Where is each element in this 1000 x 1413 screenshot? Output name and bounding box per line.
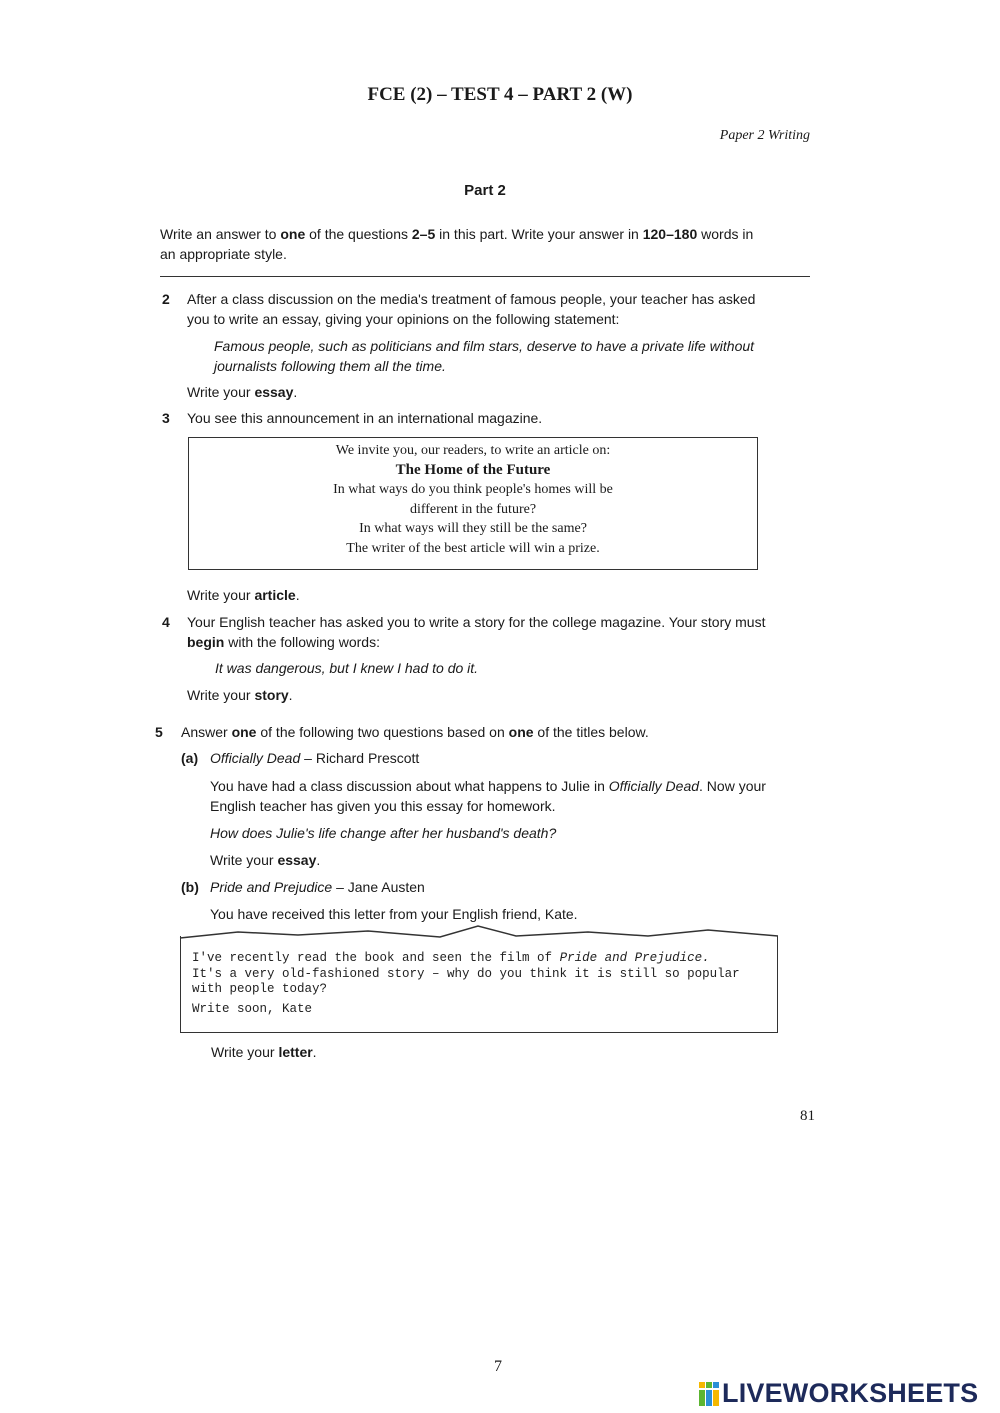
q5-emphasis: one xyxy=(231,724,257,740)
q4-opening-words: It was dangerous, but I knew I had to do it. xyxy=(215,660,479,676)
divider xyxy=(160,276,810,277)
page-title: FCE (2) – TEST 4 – PART 2 (W) xyxy=(367,84,633,105)
question-number-3: 3 xyxy=(162,410,170,426)
task-suffix: . xyxy=(316,852,321,868)
announcement-line: In what ways will they still be the same? xyxy=(359,521,587,536)
letter-line-2: It's a very old-fashioned story – why do you think it is still so popular xyxy=(192,966,740,981)
letter-line-1 xyxy=(192,951,772,967)
intro-text: Write an answer to xyxy=(160,226,281,242)
q5-emphasis: one xyxy=(508,724,534,740)
announcement-line: In what ways do you think people's homes will be xyxy=(333,482,613,497)
q3-task xyxy=(187,585,300,605)
intro-text: in this part. Write your answer in xyxy=(435,226,643,242)
q5-intro xyxy=(181,722,649,742)
letter-line-3: with people today? xyxy=(192,982,328,996)
task-type: letter xyxy=(278,1044,313,1060)
q3-line-1: You see this announcement in an international magazine. xyxy=(187,410,543,426)
question-number-5: 5 xyxy=(155,724,163,740)
intro-question-range: 2–5 xyxy=(411,226,436,242)
instructions-line-1 xyxy=(160,224,753,244)
instructions-line-2: an appropriate style. xyxy=(160,246,287,262)
task-prefix: Write your xyxy=(187,384,255,400)
intro-text: words in xyxy=(697,226,754,242)
q2-line-2: you to write an essay, giving your opinions on the following statement: xyxy=(187,311,620,327)
q2-task xyxy=(187,382,297,402)
q5a-line-1 xyxy=(210,776,766,796)
liveworksheets-logo-icon xyxy=(698,1380,720,1408)
announcement-line: different in the future? xyxy=(409,501,537,517)
q5a-title xyxy=(210,748,419,768)
book-page-number: 81 xyxy=(800,1108,815,1124)
q4-text: with the following words: xyxy=(224,634,380,650)
announcement-heading: The Home of the Future xyxy=(395,461,551,478)
q5a-label: (a) xyxy=(181,750,199,766)
intro-text: of the questions xyxy=(305,226,412,242)
q5a-text: You have had a class discussion about what happens to Julie in xyxy=(210,778,609,794)
q5b-label: (b) xyxy=(181,879,199,895)
q5b-title xyxy=(210,877,425,897)
task-prefix: Write your xyxy=(187,587,255,603)
announcement-text xyxy=(188,441,758,558)
task-suffix: . xyxy=(293,384,298,400)
q4-emphasis: begin xyxy=(187,634,225,650)
book-title: Pride and Prejudice xyxy=(210,879,333,895)
task-prefix: Write your xyxy=(211,1044,279,1060)
task-type: article xyxy=(254,587,296,603)
task-prefix: Write your xyxy=(210,852,278,868)
announcement-line: We invite you, our readers, to write an article on: xyxy=(335,443,611,458)
q2-line-1: After a class discussion on the media's treatment of famous people, your teacher has asked xyxy=(187,291,756,307)
liveworksheets-brand[interactable]: LIVEWORKSHEETS xyxy=(722,1378,979,1408)
task-prefix: Write your xyxy=(187,687,255,703)
letter-signature: Write soon, Kate xyxy=(192,1002,313,1016)
task-type: story xyxy=(254,687,289,703)
book-title: Officially Dead xyxy=(210,750,301,766)
q5a-text: . Now your xyxy=(699,778,766,794)
q5-text: of the following two questions based on xyxy=(256,724,509,740)
q5b-line-1: You have received this letter from your English friend, Kate. xyxy=(210,906,578,922)
q5b-task xyxy=(211,1042,317,1062)
book-title: Officially Dead xyxy=(608,778,700,794)
letter-text xyxy=(192,951,772,998)
task-type: essay xyxy=(254,384,294,400)
letter-text-part: I've recently read the book and seen the film of xyxy=(192,951,560,965)
part-heading: Part 2 xyxy=(464,182,506,199)
task-suffix: . xyxy=(295,587,300,603)
q5a-essay-question: How does Julie's life change after her husband's death? xyxy=(210,825,557,841)
paper-label: Paper 2 Writing xyxy=(719,128,810,143)
book-author: – Richard Prescott xyxy=(300,750,420,766)
task-type: essay xyxy=(277,852,317,868)
intro-emphasis: one xyxy=(280,226,306,242)
q5a-line-2: English teacher has given you this essay for homework. xyxy=(210,798,556,814)
book-title: Pride and Prejudice. xyxy=(559,951,710,965)
q5-text: Answer xyxy=(181,724,232,740)
worksheet-page-number: 7 xyxy=(494,1358,502,1375)
intro-word-range: 120–180 xyxy=(642,226,698,242)
q5a-task xyxy=(210,850,320,870)
announcement-line: The writer of the best article will win a prize. xyxy=(346,540,600,556)
q4-task xyxy=(187,685,293,705)
question-number-2: 2 xyxy=(162,291,170,307)
q4-line-1: Your English teacher has asked you to write a story for the college magazine. Your story must xyxy=(187,614,766,630)
question-number-4: 4 xyxy=(162,614,170,630)
task-suffix: . xyxy=(312,1044,317,1060)
q2-statement-line-2: journalists following them all the time. xyxy=(214,358,446,374)
q2-statement-line-1: Famous people, such as politicians and film stars, deserve to have a private life without xyxy=(214,338,755,354)
q5-text: of the titles below. xyxy=(533,724,649,740)
task-suffix: . xyxy=(288,687,293,703)
q4-line-2 xyxy=(187,632,380,652)
book-author: – Jane Austen xyxy=(332,879,425,895)
